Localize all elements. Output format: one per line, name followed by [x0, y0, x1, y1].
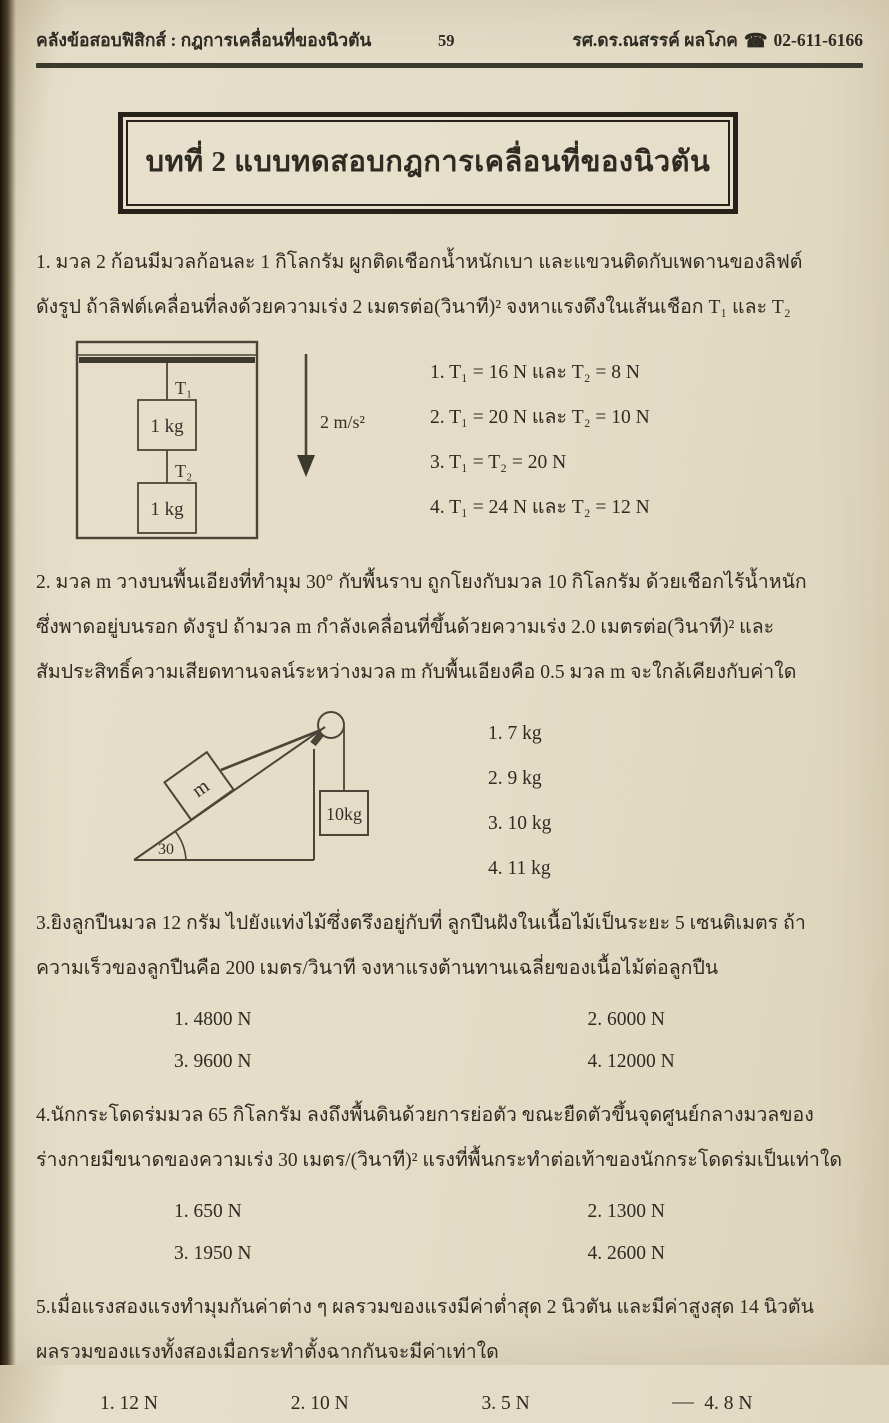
choice: 4. 12000 N: [587, 1051, 675, 1072]
pulley: [318, 712, 344, 738]
question-3-choices: [36, 999, 863, 1083]
question-2-line-3: สัมประสิทธิ์ความเสียดทานจลน์ระหว่างมวล m กับพื้นเอียงคือ 0.5 มวล m จะใกล้เคียงกับค่าใด: [36, 662, 797, 683]
choice: 4. 2600 N: [587, 1243, 665, 1264]
elevator-diagram: [74, 336, 424, 544]
chapter-title: บทที่ 2 แบบทดสอบกฎการเคลื่อนที่ของนิวตัน: [145, 146, 711, 178]
choice: 2. 9 kg: [488, 768, 542, 789]
choice: 1. T₁ = 16 N และ T₂ = 8 N: [430, 362, 640, 383]
mass-on-incline: [164, 752, 233, 820]
question-1-line-1: 1. มวล 2 ก้อนมีมวลก้อนละ 1 กิโลกรัม ผูกติดเชือกน้ำหนักเบา และแขวนติดกับเพดานของลิฟต์: [36, 252, 803, 273]
question-2: [36, 560, 863, 891]
scan-stray-mark: [672, 1402, 694, 1404]
question-4-line-1: 4.นักกระโดดร่มมวล 65 กิโลกรัม ลงถึงพื้นดินด้วยการย่อตัว ขณะยืดตัวขึ้นจุดศูนย์กลางมวลของ: [36, 1105, 814, 1126]
choice: 2. 6000 N: [587, 1009, 665, 1030]
choice: 1. 12 N: [100, 1393, 158, 1414]
question-1: [36, 240, 863, 544]
label-t2: T₂: [175, 461, 193, 481]
elevator-ceiling-bar: [79, 357, 255, 363]
label-mass-m: m: [188, 774, 214, 802]
question-4-line-2: ร่างกายมีขนาดของความเร่ง 30 เมตร/(วินาที)² แรงที่พื้นกระทำต่อเท้าของนักกระโดดร่มเป็นเท่าใด: [36, 1150, 843, 1171]
choice: 3. 9600 N: [174, 1051, 252, 1072]
label-hanging-mass: 10kg: [326, 804, 362, 824]
page-number: 59: [438, 31, 455, 50]
header-rule: [36, 63, 863, 68]
choice: 1. 4800 N: [174, 1009, 252, 1030]
choice: 2. T₁ = 20 N และ T₂ = 10 N: [430, 407, 650, 428]
phone-icon: ☎: [743, 31, 768, 52]
label-t1: T₁: [175, 378, 193, 398]
choice: 3. 1950 N: [174, 1243, 252, 1264]
label-mass-2: 1 kg: [150, 499, 184, 520]
question-2-line-1: 2. มวล m วางบนพื้นเอียงที่ทำมุม 30° กับพื้นราบ ถูกโยงกับมวล 10 กิโลกรัม ด้วยเชือกไร้น้ำหนัก: [36, 572, 807, 593]
question-5-choices: [36, 1385, 863, 1423]
question-3-line-2: ความเร็วของลูกปืนคือ 200 เมตร/วินาที จงหาแรงต้านทานเฉลี่ยของเนื้อไม้ต่อลูกปืน: [36, 958, 719, 979]
question-1-choices: [430, 350, 650, 530]
header-left-title: คลังข้อสอบฟิสิกส์ : กฎการเคลื่อนที่ของนิวตัน: [36, 30, 372, 50]
choice: 3. 5 N: [481, 1393, 530, 1414]
angle-arc: [175, 831, 186, 860]
question-3-line-1: 3.ยิงลูกปืนมวล 12 กรัม ไปยังแท่งไม้ซึ่งตรึงอยู่กับที่ ลูกปืนฝังในเนื้อไม้เป็นระยะ 5 เซนติเมตร ถ้า: [36, 913, 806, 934]
choice: [672, 1385, 863, 1423]
header-author-block: [572, 26, 863, 54]
question-5-line-2: ผลรวมของแรงทั้งสองเมื่อกระทำตั้งฉากกันจะมีค่าเท่าใด: [36, 1342, 499, 1363]
choice: 1. 650 N: [174, 1201, 242, 1222]
page-header: [36, 26, 863, 54]
choice: 2. 10 N: [290, 1393, 349, 1414]
choice: 3. T₁ = T₂ = 20 N: [430, 452, 567, 473]
acceleration-arrowhead: [297, 455, 315, 477]
chapter-title-box: [118, 112, 738, 214]
question-2-choices: [488, 711, 551, 891]
question-5: [36, 1285, 863, 1423]
choice: 4. T₁ = 24 N และ T₂ = 12 N: [430, 497, 650, 518]
question-5-line-1: 5.เมื่อแรงสองแรงทำมุมกันค่าต่าง ๆ ผลรวมของแรงมีค่าต่ำสุด 2 นิวตัน และมีค่าสูงสุด 14 นิวตัน: [36, 1297, 814, 1318]
label-acceleration: 2 m/s²: [320, 412, 365, 432]
choice: 4. 11 kg: [488, 858, 551, 879]
question-4: [36, 1093, 863, 1275]
question-4-choices: [36, 1191, 863, 1275]
question-2-line-2: ซึ่งพาดอยู่บนรอก ดังรูป ถ้ามวล m กำลังเคลื่อนที่ขึ้นด้วยความเร่ง 2.0 เมตรต่อ(วินาที)² และ: [36, 617, 775, 638]
question-1-line-2: ดังรูป ถ้าลิฟต์เคลื่อนที่ลงด้วยความเร่ง 2 เมตรต่อ(วินาที)² จงหาแรงดึงในเส้นเชือก T₁ และ T₂: [36, 297, 791, 318]
choice: 1. 7 kg: [488, 723, 542, 744]
label-angle: 30: [158, 841, 174, 858]
choice: 3. 10 kg: [488, 813, 552, 834]
choice-text: 4. 8 N: [704, 1393, 753, 1414]
author-name: รศ.ดร.ณสรรค์ ผลโภค: [572, 30, 738, 50]
incline-diagram: [74, 703, 474, 873]
phone-number: 02-611-6166: [773, 30, 863, 50]
choice: 2. 1300 N: [587, 1201, 665, 1222]
question-3: [36, 901, 863, 1083]
label-mass-1: 1 kg: [150, 416, 184, 437]
